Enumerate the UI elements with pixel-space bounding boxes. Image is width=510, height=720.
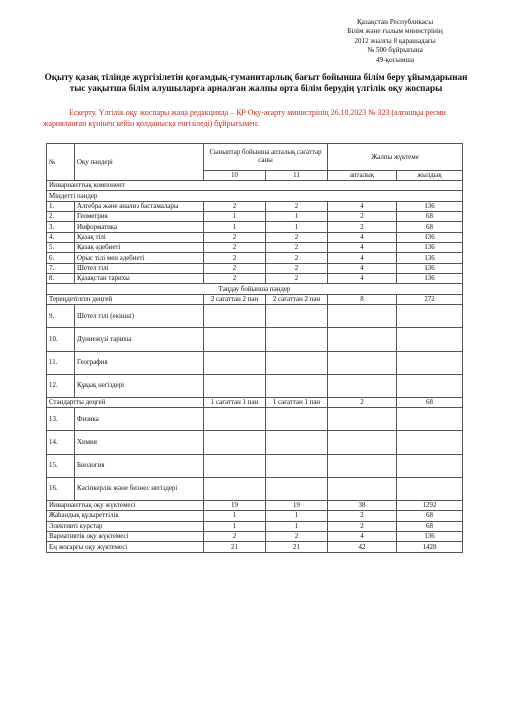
grade-11-hours: 2 — [266, 274, 328, 284]
weekly-total: 4 — [328, 243, 397, 253]
row-number: 16. — [47, 477, 75, 500]
header-weekly-total: апталық — [328, 171, 397, 181]
grade-10-hours: 1 — [204, 222, 266, 232]
totals-label: Инварианттық оқу жүктемесі — [47, 500, 204, 510]
yearly-total: 136 — [397, 201, 463, 211]
curriculum-table — [46, 143, 463, 553]
subject-name: Алгебра және анализ бастамалары — [75, 201, 204, 211]
grade-10-hours: 2 — [204, 243, 266, 253]
yearly-total: 1292 — [397, 500, 463, 510]
grade-10-hours: 2 — [204, 232, 266, 242]
grade-11-hours: 2 — [266, 243, 328, 253]
grade-11-hours: 1 — [266, 222, 328, 232]
header-total-load: Жалпы жүктеме — [328, 144, 463, 171]
yearly-total: 136 — [397, 243, 463, 253]
row-number: 7. — [47, 263, 75, 273]
weekly-total: 4 — [328, 201, 397, 211]
row-number: 8. — [47, 274, 75, 284]
table-row — [47, 328, 463, 351]
grade-10-hours: 2 — [204, 274, 266, 284]
weekly-total: 2 — [328, 222, 397, 232]
grade-10-hours: 19 — [204, 500, 266, 510]
grade-11-hours: 1 сағаттан 1 пән — [266, 397, 328, 407]
subject-name: Қазақ тілі — [75, 232, 204, 242]
yearly-total: 136 — [397, 274, 463, 284]
subject-name: Шетел тілі (екінші) — [75, 305, 204, 328]
row-number: 3. — [47, 222, 75, 232]
table-row — [47, 431, 463, 454]
grade-10-hours: 21 — [204, 542, 266, 552]
grade-10-hours: 1 сағаттан 1 пән — [204, 397, 266, 407]
totals-label: Вариативтік оқу жүктемесі — [47, 532, 204, 542]
yearly-total: 136 — [397, 532, 463, 542]
table-row — [47, 408, 463, 431]
weekly-total: 4 — [328, 232, 397, 242]
approval-line: № 500 бұйрығына — [367, 46, 423, 55]
invariant-section-label: Инварианттық компонент — [47, 181, 463, 191]
totals-label: Ең жоғарғы оқу жүктемесі — [47, 542, 204, 552]
row-number: 9. — [47, 305, 75, 328]
weekly-total: 38 — [328, 500, 397, 510]
grade-11-hours: 1 — [266, 212, 328, 222]
yearly-total: 68 — [397, 397, 463, 407]
row-number: 2. — [47, 212, 75, 222]
table-row — [47, 397, 463, 407]
subject-name: Құқық негіздері — [75, 374, 204, 397]
table-row — [47, 454, 463, 477]
table-row — [47, 201, 463, 211]
document-title: Оқыту қазақ тілінде жүргізілетін қоғамдық-гуманитарлық бағыт бойынша білім беру ұйымдарынан тыс уақытша білім алушыларға арналған жалпы орта білім берудің үлгілік оқу жоспары — [44, 72, 468, 94]
grade-10-hours: 2 — [204, 532, 266, 542]
table-row — [47, 305, 463, 328]
grade-11-hours: 2 — [266, 201, 328, 211]
row-number: 4. — [47, 232, 75, 242]
table-row — [47, 374, 463, 397]
subject-name: Қазақстан тарихы — [75, 274, 204, 284]
weekly-total: 4 — [328, 253, 397, 263]
table-row — [47, 243, 463, 253]
row-number: 11. — [47, 351, 75, 374]
grade-11-hours: 2 — [266, 263, 328, 273]
row-number: 12. — [47, 374, 75, 397]
yearly-total: 68 — [397, 511, 463, 521]
yearly-total: 1428 — [397, 542, 463, 552]
totals-row — [47, 511, 463, 521]
table-row — [47, 477, 463, 500]
grade-11-hours: 19 — [266, 500, 328, 510]
weekly-total: 42 — [328, 542, 397, 552]
weekly-total: 8 — [328, 294, 397, 304]
yearly-total: 68 — [397, 222, 463, 232]
subject-name: Дүниежүзі тарихы — [75, 328, 204, 351]
subject-name: География — [75, 351, 204, 374]
yearly-total: 68 — [397, 212, 463, 222]
row-number: 15. — [47, 454, 75, 477]
subject-name: Биология — [75, 454, 204, 477]
grade-10-hours: 2 — [204, 263, 266, 273]
header-subjects: Оқу пәндері — [75, 144, 204, 181]
weekly-total: 2 — [328, 212, 397, 222]
table-row — [47, 253, 463, 263]
grade-10-hours: 1 — [204, 212, 266, 222]
table-row — [47, 263, 463, 273]
yearly-total: 136 — [397, 232, 463, 242]
subject-name: Химия — [75, 431, 204, 454]
grade-11-hours: 2 — [266, 232, 328, 242]
header-grade-11: 11 — [266, 171, 328, 181]
grade-11-hours: 2 — [266, 253, 328, 263]
grade-10-hours: 2 сағаттан 2 пән — [204, 294, 266, 304]
table-row — [47, 222, 463, 232]
level-name: Стандартты деңгей — [47, 397, 204, 407]
grade-10-hours: 2 — [204, 253, 266, 263]
table-row — [47, 351, 463, 374]
weekly-total: 2 — [328, 521, 397, 531]
weekly-total: 2 — [328, 511, 397, 521]
weekly-total: 4 — [328, 263, 397, 273]
table-row — [47, 294, 463, 304]
totals-row — [47, 521, 463, 531]
yearly-total: 68 — [397, 521, 463, 531]
weekly-total: 4 — [328, 532, 397, 542]
grade-11-hours: 2 — [266, 532, 328, 542]
header-number: № — [47, 144, 75, 181]
mandatory-section-label: Міндетті пәндер — [47, 191, 463, 201]
subject-name: Қазақ әдебиеті — [75, 243, 204, 253]
row-number: 10. — [47, 328, 75, 351]
grade-10-hours: 1 — [204, 521, 266, 531]
subject-name: Кәсіпкерлік және бизнес негіздері — [75, 477, 204, 500]
header-grade-10: 10 — [204, 171, 266, 181]
grade-11-hours: 21 — [266, 542, 328, 552]
elective-section-label: Таңдау бойынша пәндер — [47, 284, 463, 294]
level-name: Тереңдетілген деңгей — [47, 294, 204, 304]
subject-name: Физика — [75, 408, 204, 431]
approval-line: Білім және ғылым министрінің — [347, 27, 443, 36]
table-row — [47, 232, 463, 242]
approval-stamp — [330, 18, 460, 65]
header-yearly-total: жылдық — [397, 171, 463, 181]
row-number: 13. — [47, 408, 75, 431]
amendment-note: Ескерту. Үлгілік оқу жоспары жаңа редакцияда – ҚР Оқу-ағарту министрінің 26.10.2023 № 323 (алғашқы ресми жарияланған күнінен кейін қолданысқа енгізіледі) бұйрығымен. — [43, 108, 446, 128]
weekly-total: 2 — [328, 397, 397, 407]
totals-row — [47, 532, 463, 542]
subject-name: Информатика — [75, 222, 204, 232]
totals-row — [47, 500, 463, 510]
subject-name: Орыс тілі мен әдебиеті — [75, 253, 204, 263]
totals-label: Элективті курстар — [47, 521, 204, 531]
approval-line: 2012 жылғы 8 қарашадағы — [354, 36, 436, 45]
row-number: 14. — [47, 431, 75, 454]
approval-line: 49-қосымша — [375, 55, 415, 64]
subject-name: Шетел тілі — [75, 263, 204, 273]
row-number: 1. — [47, 201, 75, 211]
grade-11-hours: 2 сағаттан 2 пән — [266, 294, 328, 304]
row-number: 6. — [47, 253, 75, 263]
table-row — [47, 212, 463, 222]
row-number: 5. — [47, 243, 75, 253]
totals-label: Жаһандық құзыреттілік — [47, 511, 204, 521]
totals-row — [47, 542, 463, 552]
grade-11-hours: 1 — [266, 511, 328, 521]
table-row — [47, 274, 463, 284]
grade-10-hours: 1 — [204, 511, 266, 521]
approval-line: Қазақстан Республикасы — [356, 18, 434, 26]
weekly-total: 4 — [328, 274, 397, 284]
header-weekly-hours: Сыныптар бойынша апталық сағаттар саны — [204, 144, 328, 171]
yearly-total: 272 — [397, 294, 463, 304]
yearly-total: 136 — [397, 263, 463, 273]
grade-10-hours: 2 — [204, 201, 266, 211]
yearly-total: 136 — [397, 253, 463, 263]
subject-name: Геометрия — [75, 212, 204, 222]
grade-11-hours: 1 — [266, 521, 328, 531]
